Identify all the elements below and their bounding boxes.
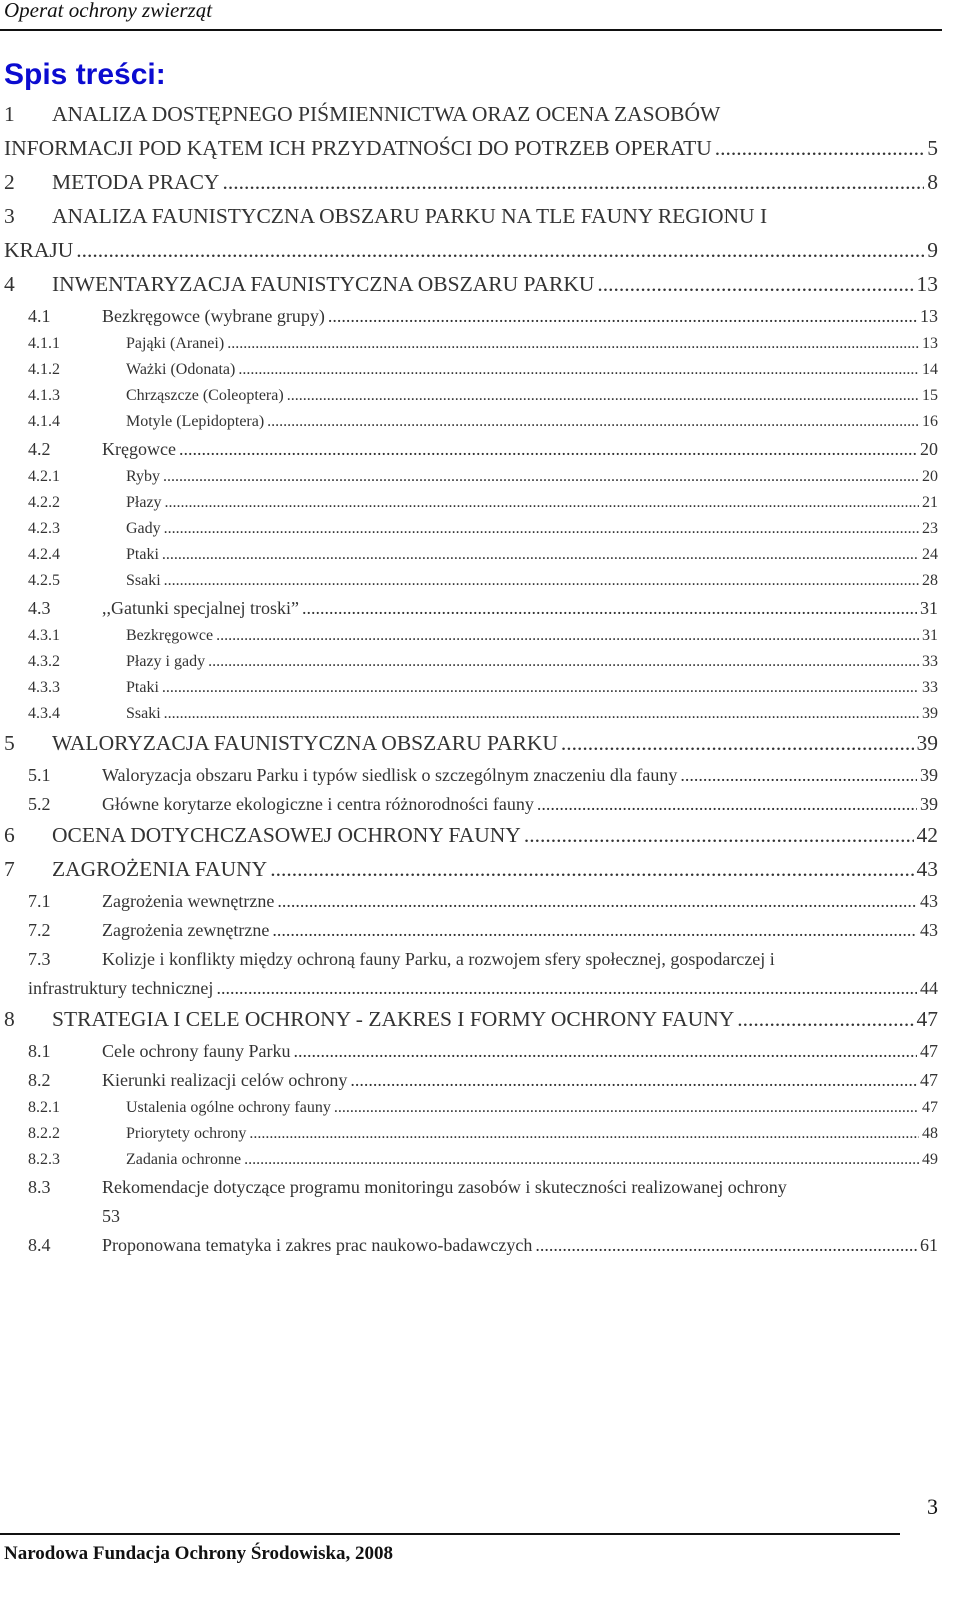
toc-entry[interactable] <box>4 572 938 598</box>
toc-entry-page: 33 <box>922 679 938 696</box>
toc-entry-page: 61 <box>920 1235 938 1255</box>
toc-entry-title: Kręgowce <box>102 439 176 459</box>
toc-entry-title: Priorytety ochrony <box>126 1125 247 1142</box>
toc-entry-number: 7.1 <box>28 891 51 911</box>
toc-entry[interactable] <box>4 1125 938 1151</box>
toc-dot-leader <box>524 823 914 848</box>
toc-entry-number: 4.1 <box>28 306 51 326</box>
page-number: 3 <box>927 1494 938 1519</box>
toc-entry[interactable] <box>4 439 938 468</box>
toc-entry[interactable] <box>4 705 938 731</box>
toc-entry[interactable] <box>4 1151 938 1177</box>
toc-entry-title: OCENA DOTYCHCZASOWEJ OCHRONY FAUNY <box>52 823 521 847</box>
toc-entry-number: 4.2.1 <box>28 468 60 485</box>
toc-dot-leader <box>76 238 924 263</box>
toc-dot-leader <box>208 653 919 671</box>
toc-entry-title-cont: infrastruktury technicznej <box>28 978 214 998</box>
toc-entry[interactable] <box>4 679 938 705</box>
toc-entry-number: 5 <box>4 731 15 755</box>
toc-entry-number: 8.2.2 <box>28 1125 60 1142</box>
toc-entry[interactable] <box>4 891 938 920</box>
toc-entry-page: 33 <box>922 653 938 670</box>
toc-entry-page: 44 <box>920 978 938 998</box>
toc-entry-number: 6 <box>4 823 15 847</box>
toc-entry-page: 31 <box>922 627 938 644</box>
toc-entry-title: Ptaki <box>126 679 159 696</box>
toc-entry-number: 8.2.3 <box>28 1151 60 1168</box>
toc-entry-page: 8 <box>927 170 938 194</box>
toc-entry-page: 39 <box>916 731 938 755</box>
toc-entry-number: 4.1.3 <box>28 387 60 404</box>
toc-entry-title: Kierunki realizacji celów ochrony <box>102 1070 348 1090</box>
toc-entry-number: 5.2 <box>28 794 51 814</box>
toc-entry-title: Gady <box>126 520 161 537</box>
toc-dot-leader <box>270 857 913 882</box>
header-rule <box>0 29 942 31</box>
toc-entry-page: 31 <box>920 598 938 618</box>
toc-entry-title: Bezkręgowce (wybrane grupy) <box>102 306 325 326</box>
toc-entry[interactable] <box>4 361 938 387</box>
toc-entry-page: 15 <box>922 387 938 404</box>
toc-dot-leader <box>277 891 917 912</box>
toc-entry-page: 13 <box>920 306 938 326</box>
toc-entry-number: 4.3.2 <box>28 653 60 670</box>
toc-entry-number: 4.2.2 <box>28 494 60 511</box>
toc-entry-title: Motyle (Lepidoptera) <box>126 413 265 430</box>
toc-entry-title: Ptaki <box>126 546 159 563</box>
toc-entry[interactable] <box>4 857 938 891</box>
toc-dot-leader <box>350 1070 917 1091</box>
toc-entry-page: 42 <box>916 823 938 847</box>
toc-entry-page: 47 <box>920 1041 938 1061</box>
toc-entry-page: 47 <box>920 1070 938 1090</box>
toc-entry-number: 4.1.4 <box>28 413 60 430</box>
toc-entry-title: Płazy <box>126 494 162 511</box>
toc-entry[interactable] <box>4 1235 938 1264</box>
toc-entry-number: 8.1 <box>28 1041 51 1061</box>
toc-entry-title: Ssaki <box>126 572 161 589</box>
toc-entry[interactable] <box>4 598 938 627</box>
toc-dot-leader <box>164 520 919 538</box>
toc-dot-leader <box>164 705 919 723</box>
toc-entry-number: 2 <box>4 170 15 194</box>
toc-dot-leader <box>244 1151 919 1169</box>
toc-entry-title: METODA PRACY <box>52 170 220 194</box>
toc-entry-page: 20 <box>920 439 938 459</box>
table-of-contents <box>4 102 938 1264</box>
toc-entry[interactable] <box>4 1177 938 1206</box>
toc-entry-title: ,,Gatunki specjalnej troski” <box>102 598 299 618</box>
toc-entry-number: 8.4 <box>28 1235 51 1255</box>
toc-entry-page: 43 <box>920 891 938 911</box>
toc-entry-number: 4.1.1 <box>28 335 60 352</box>
toc-dot-leader <box>302 598 917 619</box>
toc-entry-number: 8.2.1 <box>28 1099 60 1116</box>
toc-entry[interactable] <box>4 823 938 857</box>
toc-entry-title: Ustalenia ogólne ochrony fauny <box>126 1099 331 1116</box>
toc-entry-page: 43 <box>920 920 938 940</box>
toc-entry[interactable] <box>4 1070 938 1099</box>
toc-entry-page: 9 <box>927 238 938 262</box>
toc-dot-leader <box>163 468 919 486</box>
toc-entry[interactable] <box>4 546 938 572</box>
toc-entry-number: 7 <box>4 857 15 881</box>
toc-entry-title: INWENTARYZACJA FAUNISTYCZNA OBSZARU PARKU <box>52 272 595 296</box>
toc-entry-page: 14 <box>922 361 938 378</box>
toc-dot-leader <box>293 1041 917 1062</box>
toc-entry-number: 4.3.4 <box>28 705 60 722</box>
toc-entry[interactable] <box>4 335 938 361</box>
running-header: Operat ochrony zwierząt <box>4 0 213 22</box>
toc-entry-continuation <box>4 238 938 272</box>
toc-entry-page: 39 <box>922 705 938 722</box>
toc-entry-title: Zagrożenia zewnętrzne <box>102 920 270 940</box>
toc-entry-title: Główne korytarze ekologiczne i centra różnorodności fauny <box>102 794 534 814</box>
toc-entry-title: Ryby <box>126 468 161 485</box>
toc-entry[interactable] <box>4 520 938 546</box>
toc-entry-page: 47 <box>916 1007 938 1031</box>
toc-entry-title: ANALIZA DOSTĘPNEGO PIŚMIENNICTWA ORAZ OCENA ZASOBÓW <box>52 102 721 126</box>
toc-entry-number: 4 <box>4 272 15 296</box>
toc-entry[interactable] <box>4 204 938 238</box>
toc-entry-number: 4.3.1 <box>28 627 60 644</box>
toc-entry[interactable] <box>4 468 938 494</box>
toc-entry-page: 43 <box>916 857 938 881</box>
toc-entry-page: 13 <box>916 272 938 296</box>
toc-entry-page: 47 <box>922 1099 938 1116</box>
toc-dot-leader <box>216 627 919 645</box>
toc-dot-leader <box>334 1099 919 1117</box>
toc-entry-number: 4.2 <box>28 439 51 459</box>
toc-entry-number: 7.2 <box>28 920 51 940</box>
toc-entry-number: 8 <box>4 1007 15 1031</box>
toc-entry[interactable] <box>4 494 938 520</box>
toc-entry-page: 5 <box>927 136 938 160</box>
toc-entry-page: 28 <box>922 572 938 589</box>
toc-dot-leader <box>715 136 924 161</box>
toc-entry-number: 4.2.5 <box>28 572 60 589</box>
toc-entry[interactable] <box>4 387 938 413</box>
toc-entry-title-cont: INFORMACJI POD KĄTEM ICH PRZYDATNOŚCI DO POTRZEB OPERATU <box>4 136 712 160</box>
toc-entry[interactable] <box>4 731 938 765</box>
toc-dot-leader <box>535 1235 917 1256</box>
toc-entry-page: 48 <box>922 1125 938 1142</box>
toc-entry-title-cont: KRAJU <box>4 238 74 262</box>
toc-entry-continuation <box>4 978 938 1007</box>
toc-dot-leader <box>238 361 919 379</box>
toc-entry-number: 4.1.2 <box>28 361 60 378</box>
toc-entry[interactable] <box>4 170 938 204</box>
toc-entry-title: Zadania ochronne <box>126 1151 242 1168</box>
toc-entry-title: STRATEGIA I CELE OCHRONY - ZAKRES I FORMY OCHRONY FAUNY <box>52 1007 735 1031</box>
toc-dot-leader <box>561 731 914 756</box>
toc-entry-number: 8.3 <box>28 1177 51 1197</box>
toc-entry-page: 23 <box>922 520 938 537</box>
toc-entry-number: 1 <box>4 102 15 126</box>
toc-entry[interactable] <box>4 949 938 978</box>
toc-dot-leader <box>162 546 919 564</box>
toc-entry[interactable] <box>4 102 938 136</box>
toc-entry-page: 20 <box>922 468 938 485</box>
toc-entry-page: 13 <box>922 335 938 352</box>
toc-entry-title: Rekomendacje dotyczące programu monitoringu zasobów i skuteczności realizowanej ochrony <box>102 1177 787 1197</box>
toc-heading: Spis treści: <box>4 58 166 91</box>
toc-entry-title: Waloryzacja obszaru Parku i typów siedlisk o szczególnym znaczeniu dla fauny <box>102 765 678 785</box>
toc-entry-page: 16 <box>922 413 938 430</box>
toc-dot-leader <box>179 439 917 460</box>
toc-entry[interactable] <box>4 1007 938 1041</box>
toc-dot-leader <box>272 920 917 941</box>
toc-entry-title: ZAGROŻENIA FAUNY <box>52 857 268 881</box>
toc-entry-number: 4.2.4 <box>28 546 60 563</box>
toc-entry[interactable] <box>4 1099 938 1125</box>
toc-dot-leader <box>287 387 919 405</box>
toc-dot-leader <box>537 794 917 815</box>
toc-entry-page: 21 <box>922 494 938 511</box>
toc-dot-leader <box>737 1007 913 1032</box>
toc-entry-title: Cele ochrony fauny Parku <box>102 1041 291 1061</box>
toc-entry[interactable] <box>4 1041 938 1070</box>
footer-text: Narodowa Fundacja Ochrony Środowiska, 2008 <box>4 1543 394 1564</box>
toc-dot-leader <box>597 272 913 297</box>
toc-entry-number: 4.3.3 <box>28 679 60 696</box>
toc-entry-title: Ssaki <box>126 705 161 722</box>
toc-dot-leader <box>165 494 919 512</box>
toc-entry-title-cont: 53 <box>102 1206 120 1226</box>
toc-entry[interactable] <box>4 627 938 653</box>
toc-entry[interactable] <box>4 765 938 794</box>
toc-entry-title: Proponowana tematyka i zakres prac naukowo-badawczych <box>102 1235 533 1255</box>
toc-entry-title: Bezkręgowce <box>126 627 214 644</box>
toc-entry-number: 7.3 <box>28 949 51 969</box>
toc-entry-page: 39 <box>920 794 938 814</box>
toc-entry-title: Kolizje i konflikty między ochroną fauny Parku, a rozwojem sfery społecznej, gospodarczej i <box>102 949 775 969</box>
footer-rule <box>0 1533 900 1535</box>
toc-dot-leader <box>249 1125 919 1143</box>
toc-entry-title: Ważki (Odonata) <box>126 361 236 378</box>
toc-entry[interactable] <box>4 794 938 823</box>
toc-dot-leader <box>164 572 919 590</box>
toc-entry-number: 3 <box>4 204 15 228</box>
toc-dot-leader <box>216 978 917 999</box>
toc-entry-page: 39 <box>920 765 938 785</box>
toc-entry-continuation <box>4 136 938 170</box>
toc-entry-number: 4.2.3 <box>28 520 60 537</box>
toc-entry-title: Pająki (Aranei) <box>126 335 225 352</box>
toc-entry-title: Zagrożenia wewnętrzne <box>102 891 275 911</box>
toc-entry-title: WALORYZACJA FAUNISTYCZNA OBSZARU PARKU <box>52 731 558 755</box>
toc-entry-page: 24 <box>922 546 938 563</box>
toc-dot-leader <box>267 413 919 431</box>
toc-entry-title: Płazy i gady <box>126 653 206 670</box>
toc-dot-leader <box>328 306 917 327</box>
toc-dot-leader <box>680 765 917 786</box>
toc-entry-number: 4.3 <box>28 598 51 618</box>
toc-entry[interactable] <box>4 920 938 949</box>
toc-entry[interactable] <box>4 653 938 679</box>
toc-entry-continuation <box>4 1206 938 1235</box>
toc-entry-number: 5.1 <box>28 765 51 785</box>
toc-entry[interactable] <box>4 413 938 439</box>
toc-dot-leader <box>162 679 919 697</box>
toc-entry[interactable] <box>4 306 938 335</box>
toc-entry-number: 8.2 <box>28 1070 51 1090</box>
toc-dot-leader <box>227 335 919 353</box>
toc-entry-page: 49 <box>922 1151 938 1168</box>
toc-entry[interactable] <box>4 272 938 306</box>
toc-entry-title: Chrząszcze (Coleoptera) <box>126 387 284 404</box>
toc-dot-leader <box>222 170 924 195</box>
toc-entry-title: ANALIZA FAUNISTYCZNA OBSZARU PARKU NA TLE FAUNY REGIONU I <box>52 204 768 228</box>
